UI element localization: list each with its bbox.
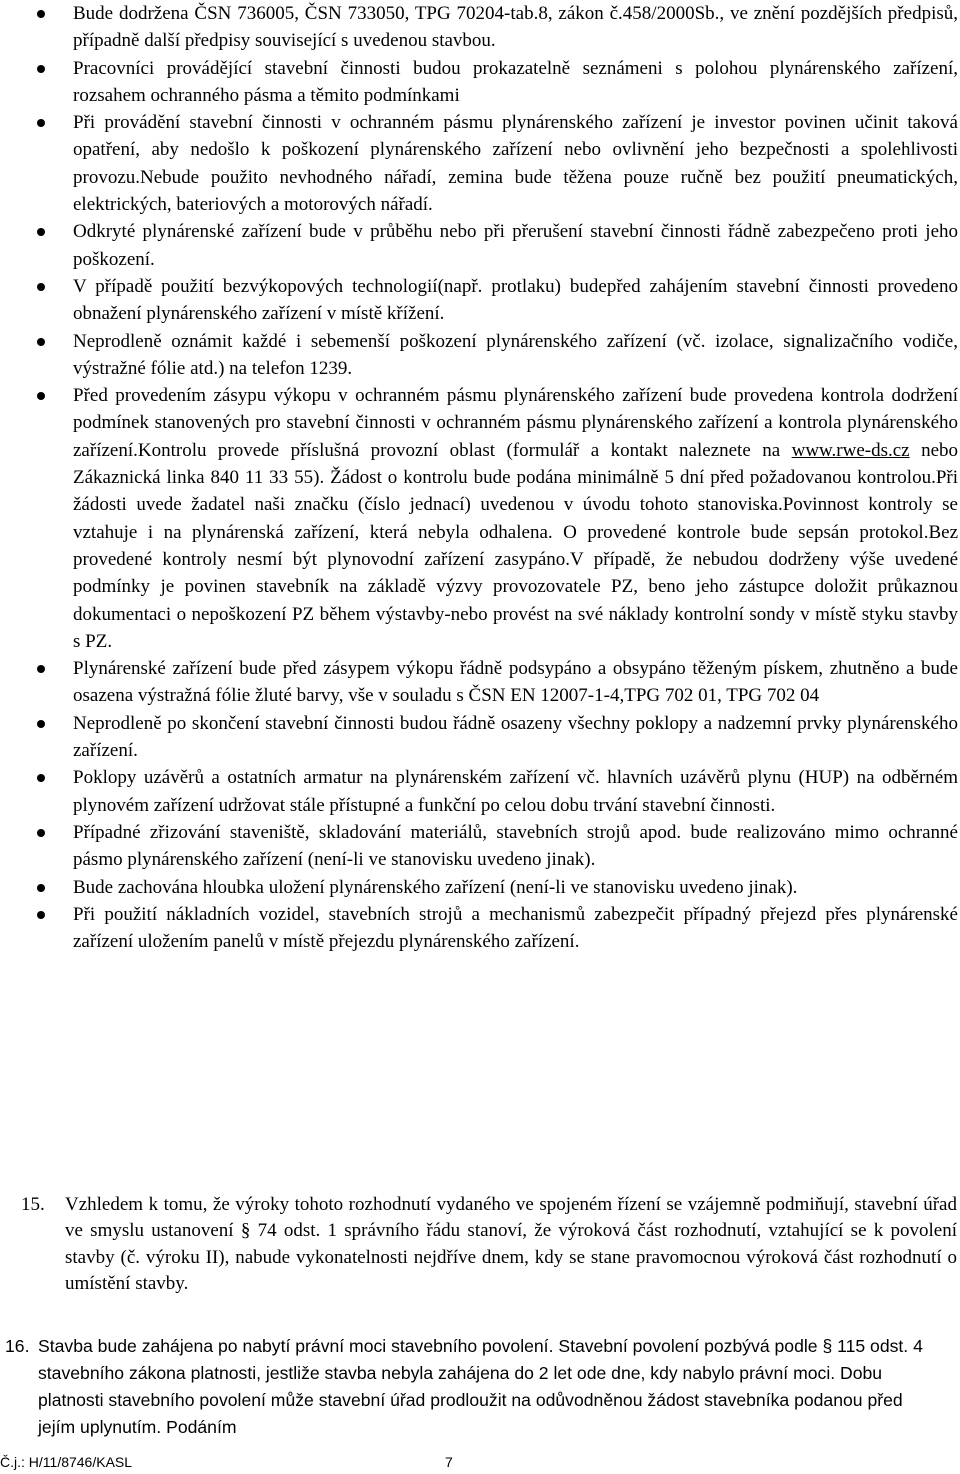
bullet-text: Pracovníci provádějící stavební činnosti budou prokazatelně seznámeni s polohou plynárenského zařízení, rozsahem ochranného pásma a těmito podmínkami xyxy=(73,57,958,106)
bullet-text: V případě použití bezvýkopových technologií(např. protlaku) budepřed zahájením stavební činnosti provedeno obnažení plynárenského zařízení v místě křížení. xyxy=(73,275,958,325)
bullet-item xyxy=(0,328,958,383)
bullet-text-part: nebo Zákaznická linka 840 11 33 55). Žádost o kontrolu bude podána minimálně 5 dní před požadovanou kontrolou.Při žádosti uvede žadatel naši značku (číslo jednací) uvedenou v úvodu tohoto stanoviska.Povinnost kontroly se vztahuje i na plynárenská zařízení, která nebyla odhalena. O provedené kontrole bude sepsán protokol.Bez provedené kontroly nesmí být plynovodní zařízení zasypáno.V případě, že nebudou dodrženy výše uvedené podmínky je povinen stavebník na základě výzvy provozovatele PZ, beno jeho zástupce doložit průkaznou dokumentaci o nepoškození PZ během výstavby-nebo provést na své náklady kontrolní sondy v místě styku stavby s PZ. xyxy=(73,439,958,652)
bullet-item xyxy=(0,218,958,273)
bullet-text: Poklopy uzávěrů a ostatních armatur na plynárenském zařízení vč. hlavních uzávěrů plynu (HUP) na odběrném plynovém zařízení udržovat stále přístupné a funkční po celou dobu trvání stavební činnosti. xyxy=(73,767,958,816)
item-text: Vzhledem k tomu, že výroky tohoto rozhodnutí vydaného ve spojeném řízení se vzájemně podmiňují, stavební úřad ve smyslu ustanovení § 74 odst. 1 správního řádu stanoví, že výroková část rozhodnutí, vztahující se k povolení stavby (č. výroku II), nabude vykonatelnosti nejdříve dnem, kdy se stane pravomocnou výroková část rozhodnutí o umístění stavby. xyxy=(65,1194,957,1294)
numbered-item xyxy=(0,1333,938,1441)
item-number: 15. xyxy=(21,1194,45,1215)
bullet-item xyxy=(0,655,958,710)
bullet-text: Neprodleně po skončení stavební činnosti budou řádně osazeny všechny poklopy a nadzemní prvky plynárenského zařízení. xyxy=(73,712,958,762)
bullet-item xyxy=(0,273,958,328)
website-link[interactable]: www.rwe-ds.cz xyxy=(791,439,910,461)
numbered-paragraph-16 xyxy=(0,1333,960,1441)
bullet-item xyxy=(0,0,958,55)
bullet-dot-icon xyxy=(37,283,45,291)
item-text: Stavba bude zahájena po nabytí právní moci stavebního povolení. Stavební povolení pozbývá podle § 115 odst. 4 stavebního zákona platnosti, jestliže stavba nebyla zahájena do 2 let ode dne, kdy nabylo právní moci. Dobu platnosti stavebního povolení může stavební úřad prodloužit na odůvodněnou žádost stavebníka podanou před jejím uplynutím. Podáním xyxy=(38,1336,923,1437)
numbered-item xyxy=(0,1192,957,1297)
bullet-text xyxy=(73,382,958,655)
bullet-item xyxy=(0,382,958,655)
bullet-item xyxy=(0,819,958,874)
bullet-item xyxy=(0,55,958,110)
bullet-item xyxy=(0,764,958,819)
bullet-item xyxy=(0,901,958,956)
bullet-dot-icon xyxy=(37,829,45,837)
bullet-dot-icon xyxy=(37,10,45,18)
reference-number: Č.j.: H/11/8746/KASL xyxy=(0,1454,133,1470)
item-number: 16. xyxy=(5,1336,30,1356)
bullet-dot-icon xyxy=(37,392,45,400)
bullet-text: Při provádění stavební činnosti v ochranném pásmu plynárenského zařízení je investor povinen učinit taková opatření, aby nedošlo k poškození plynárenského zařízení nebo ovlivnění jeho bezpečnosti a spolehlivosti provozu.Nebude použito nevhodného nářadí, zemina bude těžena pouze ručně bez použití pneumatických, elektrických, bateriových a motorových nářadí. xyxy=(73,112,958,216)
bullet-item xyxy=(0,109,958,218)
bullet-text: Neprodleně oznámit každé i sebemenší poškození plynárenského zařízení (vč. izolace, signalizačního vodiče, výstražné fólie atd.) na telefon 1239. xyxy=(73,330,958,379)
bullet-text: Bude zachována hloubka uložení plynárenského zařízení (není-li ve stanovisku uvedeno jinak). xyxy=(73,876,798,898)
bullet-dot-icon xyxy=(37,720,45,728)
bullet-text: Bude dodržena ČSN 736005, ČSN 733050, TPG 70204-tab.8, zákon č.458/2000Sb., ve znění pozdějších předpisů, případně další předpisy související s uvedenou stavbou. xyxy=(73,3,958,52)
bullet-dot-icon xyxy=(37,665,45,673)
bullet-text: Případné zřizování staveniště, skladování materiálů, stavebních strojů apod. bude realizováno mimo ochranné pásmo plynárenského zařízení (není-li ve stanovisku uvedeno jinak). xyxy=(73,821,958,871)
bullet-dot-icon xyxy=(37,65,45,73)
page-footer xyxy=(0,1454,960,1474)
bullet-dot-icon xyxy=(37,774,45,782)
bullet-item xyxy=(0,710,958,765)
bullet-text-part: Před provedením zásypu výkopu v ochranném pásmu plynárenského zařízení bude provedena kontrola dodržení podmínek stanovených pro stavební činnosti v ochranném pásmu plynárenského zařízení a kontrola plynárenského zařízení.Kontrolu provede příslušná provozní oblast (formulář a kontakt naleznete na xyxy=(73,385,958,461)
bullet-dot-icon xyxy=(37,884,45,892)
bullet-item xyxy=(0,874,958,901)
numbered-paragraph-15 xyxy=(0,1192,960,1297)
bullet-text: Při použití nákladních vozidel, stavebních strojů a mechanismů zabezpečit případný přejezd přes plynárenské zařízení uložením panelů v místě přejezdu plynárenského zařízení. xyxy=(73,903,958,953)
bullet-dot-icon xyxy=(37,338,45,346)
bullet-dot-icon xyxy=(37,911,45,919)
bullet-dot-icon xyxy=(37,228,45,236)
bullet-text: Plynárenské zařízení bude před zásypem výkopu řádně podsypáno a obsypáno těženým pískem, zhutněno a bude osazena výstražná fólie žluté barvy, vše v souladu s ČSN EN 12007-1-4,TPG 702 01, TPG 702 04 xyxy=(73,658,958,707)
page-number: 7 xyxy=(445,1454,453,1470)
bullet-text: Odkryté plynárenské zařízení bude v průběhu nebo při přerušení stavební činnosti řádně zabezpečeno proti jeho poškození. xyxy=(73,221,958,270)
bullet-dot-icon xyxy=(37,119,45,127)
